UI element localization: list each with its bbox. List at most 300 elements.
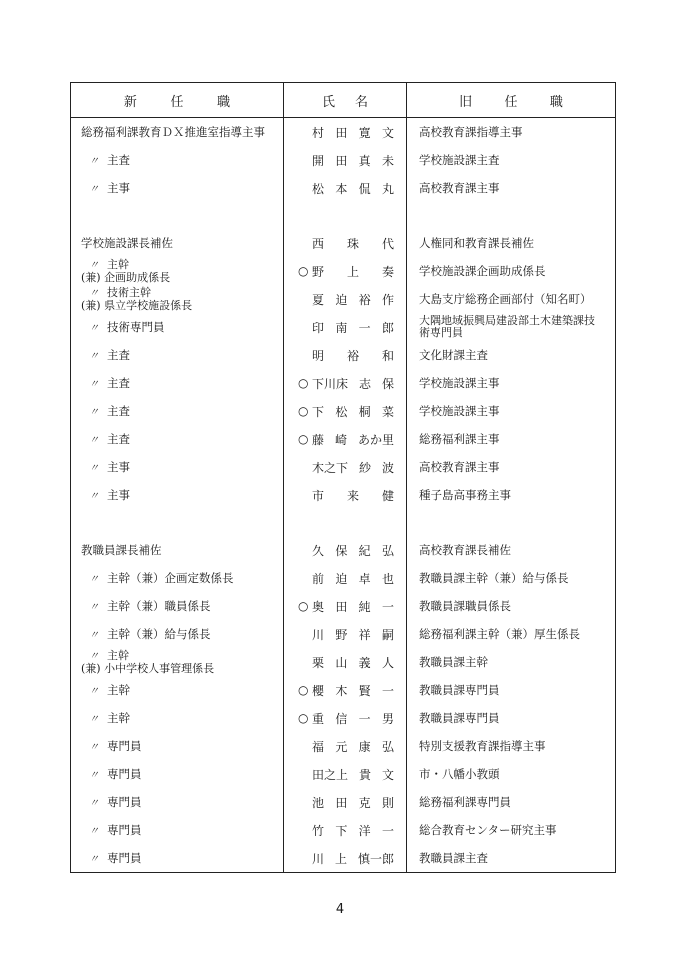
old-post-cell xyxy=(407,620,616,648)
table-row xyxy=(71,564,616,592)
new-post-cell xyxy=(71,536,284,564)
old-post-cell xyxy=(407,174,616,202)
name-part: 卓 xyxy=(358,571,371,586)
name-part: 侃 xyxy=(358,181,371,196)
new-post-cell xyxy=(71,592,284,620)
old-post-text: 総合教育センター研究主事 xyxy=(419,823,557,837)
name-part: 丸 xyxy=(381,181,394,196)
name-wrap xyxy=(284,235,406,252)
name-part: 奥 xyxy=(312,599,325,614)
promotion-mark: ○ xyxy=(298,432,309,446)
name-part: 前 xyxy=(312,571,325,586)
name-cell xyxy=(284,844,407,873)
old-post-cell xyxy=(407,313,616,341)
personnel-table xyxy=(70,82,616,873)
name-part: 木 xyxy=(335,683,348,698)
name-cell xyxy=(284,397,407,425)
new-post-cell xyxy=(71,481,284,509)
name-wrap xyxy=(284,347,406,364)
name-part: 珠 xyxy=(346,236,359,251)
new-post-text: 主査 xyxy=(107,376,130,390)
name-part: 紀 xyxy=(358,543,371,558)
ditto-mark: 〃 xyxy=(89,770,99,781)
name-wrap xyxy=(284,654,406,671)
table-row xyxy=(71,425,616,453)
person-name xyxy=(312,347,394,364)
new-post-line xyxy=(81,663,283,675)
new-post-cell xyxy=(71,816,284,844)
name-cell xyxy=(284,369,407,397)
ditto-mark: 〃 xyxy=(89,798,99,809)
name-wrap xyxy=(284,152,406,169)
table-row xyxy=(71,146,616,174)
new-post-text: 教職員課長補佐 xyxy=(81,543,162,557)
person-name xyxy=(312,487,394,504)
new-post-cell xyxy=(71,174,284,202)
old-post-cell xyxy=(407,285,616,313)
header-new-post xyxy=(71,83,284,118)
spacer-cell xyxy=(71,509,284,536)
name-part: 野 xyxy=(335,627,348,642)
old-post-text: 教職員課主幹 xyxy=(419,655,488,669)
old-post-text: 文化財課主査 xyxy=(419,348,488,362)
name-part: 弘 xyxy=(381,543,394,558)
new-post-text: 学校施設課長補佐 xyxy=(81,236,173,250)
new-post-text: (兼) 県立学校施設係長 xyxy=(81,298,193,312)
ditto-mark: 〃 xyxy=(89,854,99,865)
header-char: 任 xyxy=(504,94,518,110)
name-part: 田 xyxy=(335,125,348,140)
name-wrap xyxy=(284,682,406,699)
name-part: 一 xyxy=(381,683,394,698)
new-post-cell xyxy=(71,648,284,676)
old-post-cell xyxy=(407,592,616,620)
name-part: 嗣 xyxy=(381,627,394,642)
name-wrap xyxy=(284,850,406,867)
name-part: 奏 xyxy=(381,264,394,279)
name-part: 則 xyxy=(381,795,394,810)
name-part: 志 xyxy=(358,376,371,391)
name-part: 一 xyxy=(381,823,394,838)
table-row xyxy=(71,844,616,873)
name-wrap xyxy=(284,710,406,727)
name-part: 下 xyxy=(312,404,325,419)
name-part: 文 xyxy=(381,767,394,782)
name-part: 明 xyxy=(312,348,325,363)
name-part: 下川床 xyxy=(312,376,349,391)
name-part: 開 xyxy=(312,153,325,168)
new-post-cell xyxy=(71,118,284,147)
name-part: 迫 xyxy=(335,571,348,586)
table-row xyxy=(71,341,616,369)
new-post-text: 専門員 xyxy=(107,767,142,781)
new-post-cell xyxy=(71,620,284,648)
name-part: 康 xyxy=(358,739,371,754)
old-post-text: 高校教育課指導主事 xyxy=(419,125,523,139)
person-name xyxy=(312,626,394,643)
promotion-mark: ○ xyxy=(298,264,309,278)
new-post-cell xyxy=(71,704,284,732)
ditto-mark: 〃 xyxy=(89,287,99,299)
table-row xyxy=(71,229,616,257)
ditto-mark: 〃 xyxy=(89,574,99,585)
new-post-cell xyxy=(71,229,284,257)
old-post-cell xyxy=(407,481,616,509)
old-post-cell xyxy=(407,397,616,425)
name-wrap xyxy=(284,738,406,755)
table-header-row xyxy=(71,83,616,118)
name-wrap xyxy=(284,375,406,392)
new-post-text: 主事 xyxy=(107,460,130,474)
ditto-mark: 〃 xyxy=(89,491,99,502)
new-post-text: 技術専門員 xyxy=(107,320,165,334)
name-part: 和 xyxy=(381,348,394,363)
person-name xyxy=(312,152,394,169)
name-cell xyxy=(284,536,407,564)
old-post-cell xyxy=(407,732,616,760)
old-post-text: 総務福利課主事 xyxy=(419,432,500,446)
name-part: 保 xyxy=(335,543,348,558)
name-part: 洋 xyxy=(358,823,371,838)
new-post-text: 主事 xyxy=(107,181,130,195)
spacer-cell xyxy=(407,509,616,536)
new-post-text: 技術主幹 xyxy=(107,285,151,299)
name-wrap xyxy=(284,263,406,280)
new-post-text: 主幹（兼）企画定数係長 xyxy=(107,571,234,585)
new-post-cell xyxy=(71,425,284,453)
name-wrap xyxy=(284,766,406,783)
name-cell xyxy=(284,788,407,816)
old-post-cell xyxy=(407,760,616,788)
table-row xyxy=(71,592,616,620)
ditto-mark: 〃 xyxy=(89,259,99,271)
name-cell xyxy=(284,285,407,313)
ditto-mark: 〃 xyxy=(89,686,99,697)
name-wrap xyxy=(284,431,406,448)
person-name xyxy=(312,654,394,671)
new-post-cell xyxy=(71,313,284,341)
name-part: 印 xyxy=(312,320,325,335)
name-part: 川 xyxy=(312,851,325,866)
ditto-mark: 〃 xyxy=(89,630,99,641)
ditto-mark: 〃 xyxy=(89,351,99,362)
name-part: 賢 xyxy=(358,683,371,698)
new-post-cell xyxy=(71,453,284,481)
old-post-cell xyxy=(407,118,616,147)
name-part: 木之下 xyxy=(312,460,349,475)
new-post-text: 主幹 xyxy=(107,648,129,662)
old-post-text: 高校教育課主事 xyxy=(419,460,500,474)
new-post-cell xyxy=(71,732,284,760)
name-part: 田 xyxy=(335,153,348,168)
new-post-cell xyxy=(71,844,284,873)
name-part: 元 xyxy=(335,739,348,754)
name-part: 池 xyxy=(312,795,325,810)
page-number: 4 xyxy=(335,902,345,917)
name-part: 健 xyxy=(381,488,394,503)
spacer-row xyxy=(71,509,616,536)
spacer-cell xyxy=(284,509,407,536)
person-name xyxy=(312,459,394,476)
new-post-line xyxy=(81,300,283,312)
name-wrap xyxy=(284,487,406,504)
name-part: 純 xyxy=(358,599,371,614)
name-cell xyxy=(284,816,407,844)
table-row xyxy=(71,174,616,202)
name-part: 久 xyxy=(312,543,325,558)
old-post-cell xyxy=(407,564,616,592)
old-post-cell xyxy=(407,369,616,397)
new-post-text: 主査 xyxy=(107,432,130,446)
old-post-text: 教職員課主幹（兼）給与係長 xyxy=(419,571,569,585)
old-post-text: 学校施設課主事 xyxy=(419,376,500,390)
name-part: 真 xyxy=(358,153,371,168)
name-part: 上 xyxy=(346,264,359,279)
table-row xyxy=(71,816,616,844)
spacer-cell xyxy=(407,202,616,229)
new-post-cell xyxy=(71,760,284,788)
promotion-mark: ○ xyxy=(298,599,309,613)
name-cell xyxy=(284,564,407,592)
ditto-mark: 〃 xyxy=(89,435,99,446)
name-part: 川 xyxy=(312,627,325,642)
person-name xyxy=(312,403,394,420)
ditto-mark: 〃 xyxy=(89,602,99,613)
name-cell xyxy=(284,760,407,788)
header-char: 旧 xyxy=(459,94,473,110)
new-post-cell xyxy=(71,564,284,592)
old-post-text: 学校施設課主事 xyxy=(419,404,500,418)
table-row xyxy=(71,369,616,397)
spacer-cell xyxy=(284,202,407,229)
new-post-text: 総務福利課教育ＤＸ推進室指導主事 xyxy=(81,125,265,139)
name-cell xyxy=(284,676,407,704)
old-post-text: 学校施設課主査 xyxy=(419,153,500,167)
name-part: 代 xyxy=(381,236,394,251)
new-post-text: 主幹 xyxy=(107,683,130,697)
new-post-text: (兼) 企画助成係長 xyxy=(81,270,171,284)
name-part: 紗 xyxy=(358,460,371,475)
promotion-mark: ○ xyxy=(298,376,309,390)
name-part: あか里 xyxy=(357,432,394,447)
header-name xyxy=(284,83,407,118)
name-part: 村 xyxy=(312,125,325,140)
old-post-cell xyxy=(407,536,616,564)
person-name xyxy=(312,319,394,336)
person-name xyxy=(312,822,394,839)
name-part: 野 xyxy=(312,264,325,279)
name-part: 上 xyxy=(334,851,347,866)
spacer-row xyxy=(71,202,616,229)
table-row xyxy=(71,481,616,509)
old-post-text: 教職員課主査 xyxy=(419,851,488,865)
name-part: 一 xyxy=(358,320,371,335)
old-post-text: 特別支援教育課指導主事 xyxy=(419,739,546,753)
name-cell xyxy=(284,648,407,676)
table-row xyxy=(71,788,616,816)
old-post-cell xyxy=(407,257,616,285)
person-name xyxy=(312,431,394,448)
name-part: 未 xyxy=(381,153,394,168)
name-cell xyxy=(284,341,407,369)
name-part: 山 xyxy=(335,655,348,670)
name-part: 田之上 xyxy=(312,767,349,782)
name-part: 迫 xyxy=(335,292,348,307)
ditto-mark: 〃 xyxy=(89,323,99,334)
name-cell xyxy=(284,174,407,202)
person-name xyxy=(312,180,394,197)
header-char: 新 xyxy=(123,94,137,110)
header-char: 名 xyxy=(354,94,368,110)
person-name xyxy=(312,766,394,783)
old-post-cell xyxy=(407,704,616,732)
new-post-text: 専門員 xyxy=(107,823,142,837)
name-wrap xyxy=(284,459,406,476)
old-post-text: 学校施設課企画助成係長 xyxy=(419,264,546,278)
name-wrap xyxy=(284,291,406,308)
old-post-cell xyxy=(407,816,616,844)
name-part: 福 xyxy=(312,739,325,754)
name-cell xyxy=(284,229,407,257)
name-part: 藤 xyxy=(312,432,325,447)
person-name xyxy=(312,570,394,587)
old-post-cell xyxy=(407,229,616,257)
name-wrap xyxy=(284,403,406,420)
table-row xyxy=(71,118,616,147)
name-wrap xyxy=(284,822,406,839)
new-post-text: 専門員 xyxy=(107,795,142,809)
table-row xyxy=(71,648,616,676)
name-part: 栗 xyxy=(312,655,325,670)
new-post-text: 専門員 xyxy=(107,739,142,753)
name-part: 保 xyxy=(381,376,394,391)
new-post-text: (兼) 小中学校人事管理係長 xyxy=(81,661,215,675)
person-name xyxy=(312,375,394,392)
name-part: 西 xyxy=(312,236,325,251)
new-post-cell xyxy=(71,285,284,313)
person-name xyxy=(312,598,394,615)
name-part: 文 xyxy=(381,125,394,140)
name-part: 義 xyxy=(358,655,371,670)
name-wrap xyxy=(284,542,406,559)
name-cell xyxy=(284,592,407,620)
name-wrap xyxy=(284,626,406,643)
name-cell xyxy=(284,453,407,481)
name-cell xyxy=(284,118,407,147)
header-char: 任 xyxy=(170,94,184,110)
old-post-text: 大隅地域振興局建設部土木建築課技 xyxy=(419,314,595,327)
new-post-cell xyxy=(71,397,284,425)
old-post-text: 教職員課専門員 xyxy=(419,711,500,725)
spacer-cell xyxy=(71,202,284,229)
new-post-cell xyxy=(71,788,284,816)
name-part: 裕 xyxy=(358,292,371,307)
name-part: 櫻 xyxy=(312,683,325,698)
table-row xyxy=(71,453,616,481)
name-part: 郎 xyxy=(381,320,394,335)
name-part: 田 xyxy=(335,795,348,810)
name-part: 松 xyxy=(335,404,348,419)
name-wrap xyxy=(284,598,406,615)
ditto-mark: 〃 xyxy=(89,826,99,837)
name-wrap xyxy=(284,794,406,811)
new-post-text: 主査 xyxy=(107,153,130,167)
new-post-cell xyxy=(71,369,284,397)
table-row xyxy=(71,313,616,341)
name-part: 一 xyxy=(358,711,371,726)
person-name xyxy=(312,794,394,811)
name-cell xyxy=(284,146,407,174)
old-post-cell xyxy=(407,341,616,369)
old-post-cell xyxy=(407,676,616,704)
old-post-text: 市・八幡小教頭 xyxy=(419,767,500,781)
person-name xyxy=(312,738,394,755)
person-name xyxy=(312,682,394,699)
table-row xyxy=(71,257,616,285)
person-name xyxy=(312,263,394,280)
old-post-cell xyxy=(407,844,616,873)
ditto-mark: 〃 xyxy=(89,184,99,195)
ditto-mark: 〃 xyxy=(89,742,99,753)
name-part: 夏 xyxy=(312,292,325,307)
old-post-text: 高校教育課長補佐 xyxy=(419,543,511,557)
old-post-text: 種子島高事務主事 xyxy=(419,488,511,502)
new-post-cell xyxy=(71,146,284,174)
ditto-mark: 〃 xyxy=(89,156,99,167)
name-part: 人 xyxy=(381,655,394,670)
name-cell xyxy=(284,313,407,341)
name-part: 本 xyxy=(335,181,348,196)
name-part: 下 xyxy=(335,823,348,838)
name-wrap xyxy=(284,180,406,197)
name-cell xyxy=(284,257,407,285)
new-post-cell xyxy=(71,341,284,369)
name-cell xyxy=(284,425,407,453)
ditto-mark: 〃 xyxy=(89,379,99,390)
old-post-text: 術専門員 xyxy=(419,326,463,339)
person-name xyxy=(312,235,394,252)
table-row xyxy=(71,536,616,564)
name-part: 慎一郎 xyxy=(357,851,394,866)
new-post-text: 主幹（兼）給与係長 xyxy=(107,627,211,641)
old-post-cell xyxy=(407,788,616,816)
old-post-cell xyxy=(407,146,616,174)
table-row xyxy=(71,285,616,313)
name-part: 市 xyxy=(312,488,325,503)
new-post-text: 主幹 xyxy=(107,711,130,725)
promotion-mark: ○ xyxy=(298,683,309,697)
person-name xyxy=(312,542,394,559)
name-cell xyxy=(284,732,407,760)
name-part: 田 xyxy=(335,599,348,614)
promotion-mark: ○ xyxy=(298,404,309,418)
old-post-cell xyxy=(407,425,616,453)
old-post-text: 高校教育課主事 xyxy=(419,181,500,195)
header-char: 職 xyxy=(549,94,563,110)
name-part: 寛 xyxy=(358,125,371,140)
header-char: 氏 xyxy=(321,94,335,110)
name-part: 信 xyxy=(335,711,348,726)
table-row xyxy=(71,620,616,648)
name-part: 弘 xyxy=(381,739,394,754)
name-part: 也 xyxy=(381,571,394,586)
new-post-line xyxy=(81,272,283,284)
table-row xyxy=(71,676,616,704)
name-part: 松 xyxy=(312,181,325,196)
person-name xyxy=(312,124,394,141)
old-post-cell xyxy=(407,648,616,676)
old-post-text: 総務福利課主幹（兼）厚生係長 xyxy=(419,627,580,641)
